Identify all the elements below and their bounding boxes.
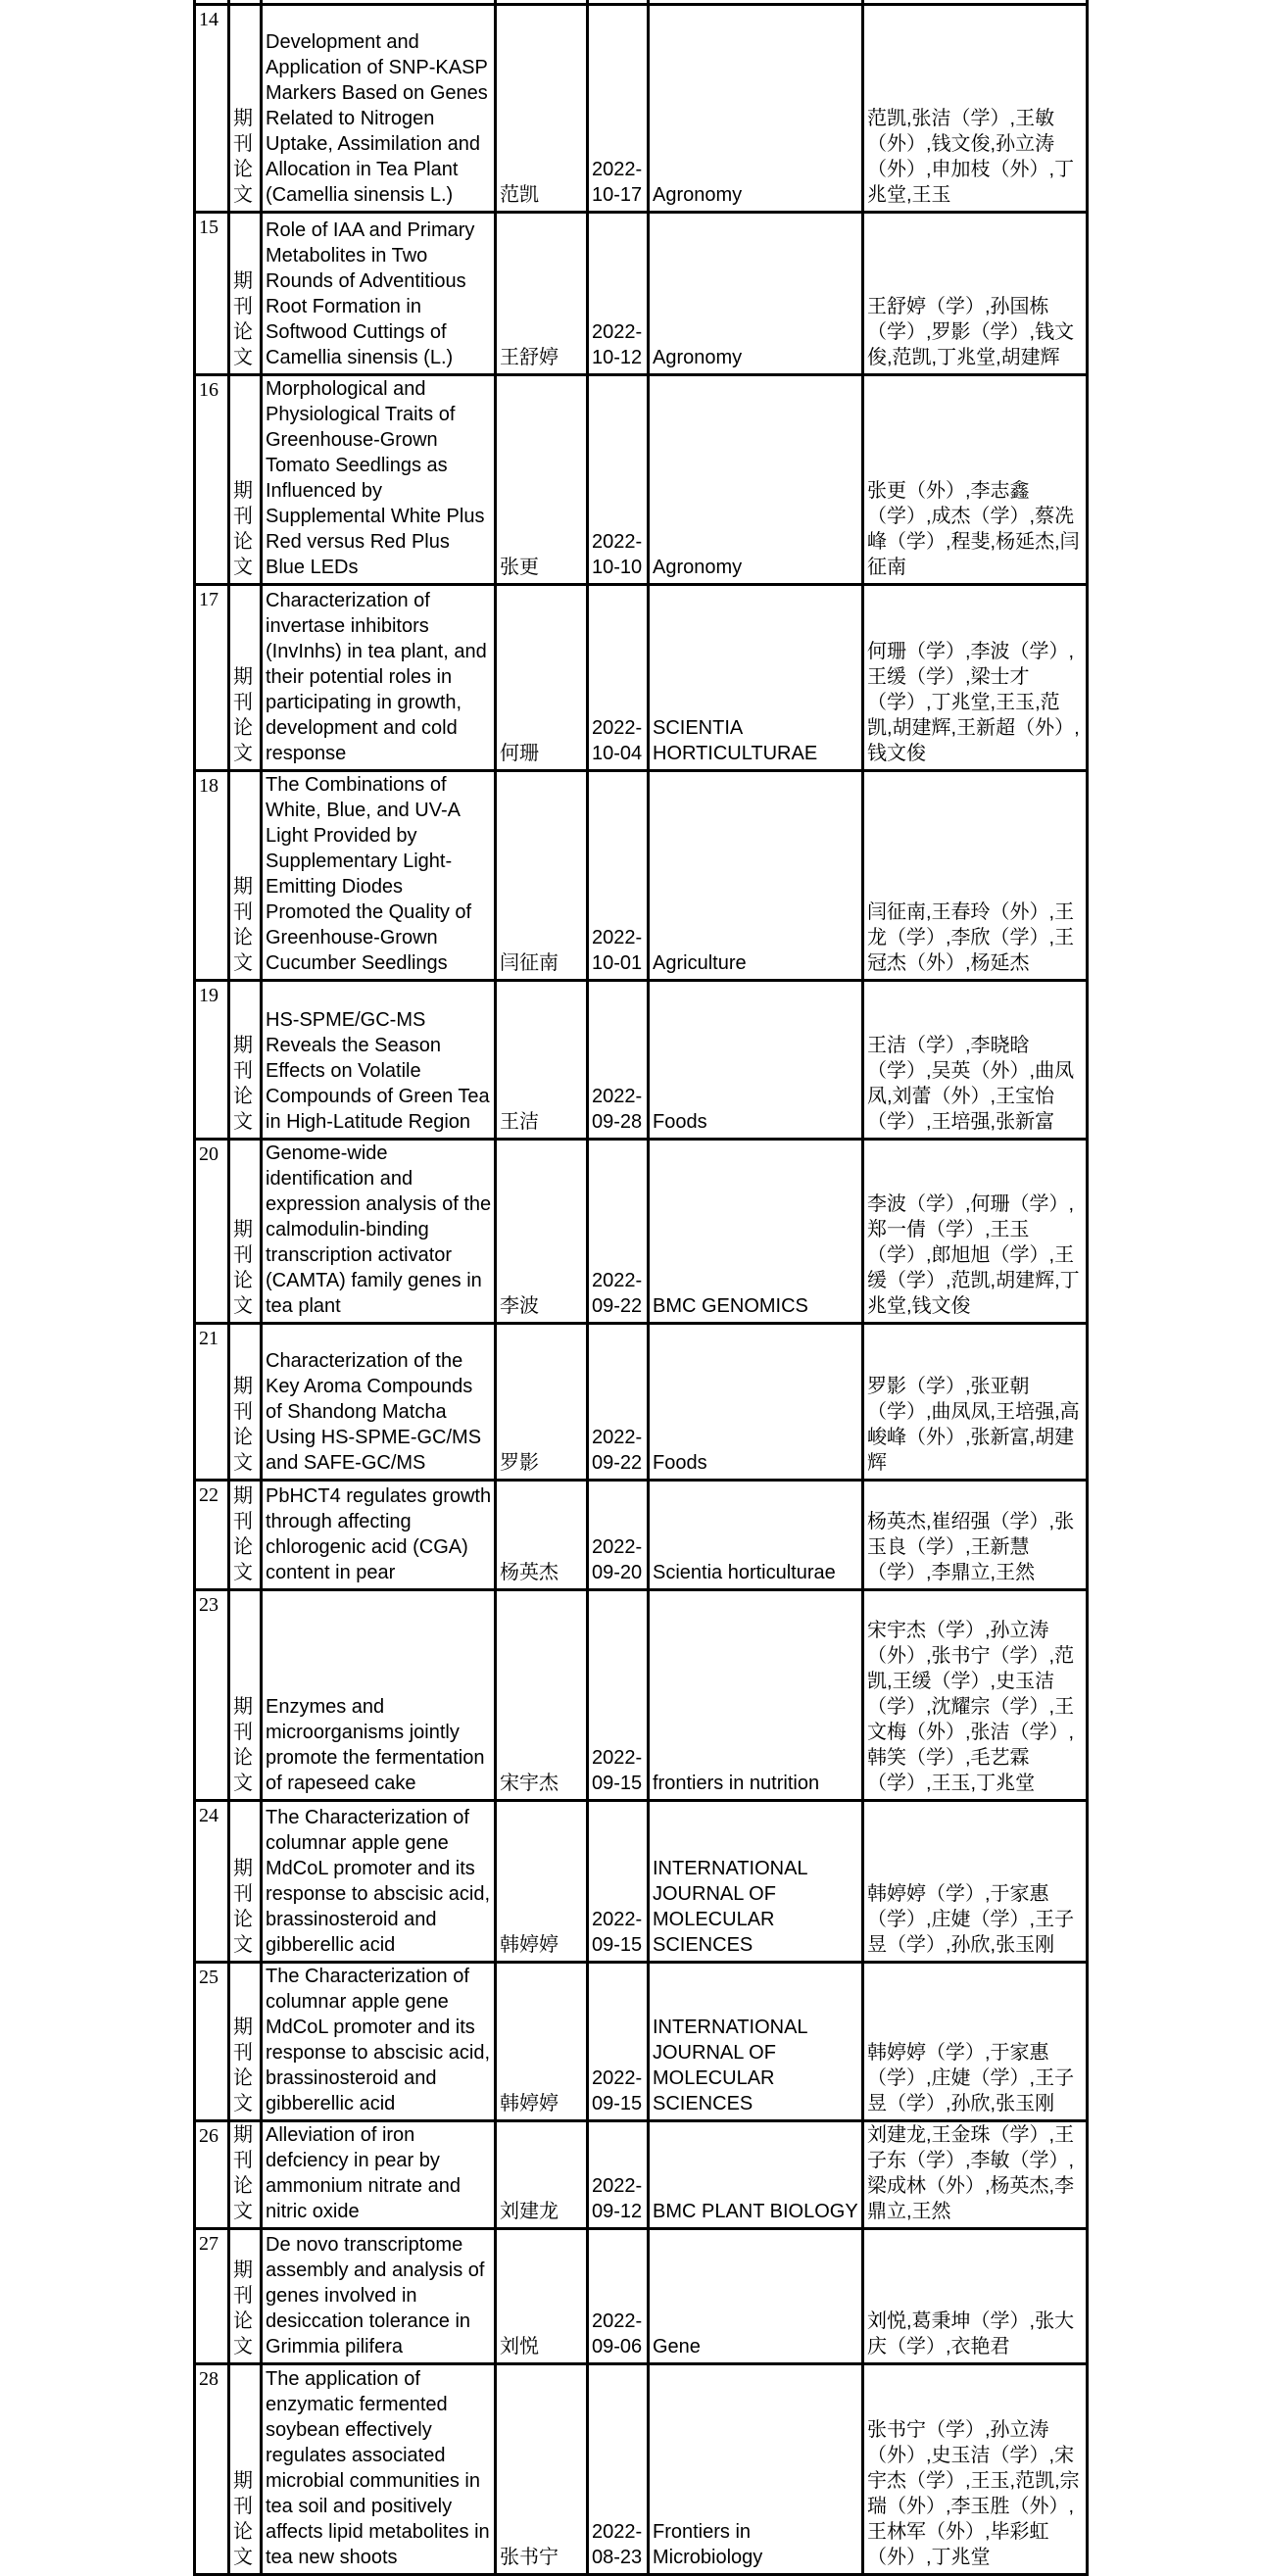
row-number-cell: 16 — [195, 374, 229, 584]
first-author-cell: 何珊 — [496, 584, 588, 770]
title-cell: Role of IAA and Primary Metabolites in Two Rounds of Adventitious Root Formation in Softwood Cuttings of Camellia sinensis (L.) — [262, 212, 496, 374]
first-author-cell: 张书宁 — [496, 2363, 588, 2574]
row-number-cell: 14 — [195, 4, 229, 212]
table-row — [195, 1962, 1088, 2120]
type-cell: 期刊论文 — [229, 1962, 262, 2120]
date-cell: 2022-09-12 — [588, 2120, 649, 2228]
journal-cell: BMC PLANT BIOLOGY — [649, 2120, 863, 2228]
row-number-cell: 24 — [195, 1800, 229, 1962]
row-number-cell: 18 — [195, 770, 229, 980]
row-number-cell: 25 — [195, 1962, 229, 2120]
coauthors-cell: 王舒婷（学）,孙国栋（学）,罗影（学）,钱文俊,范凯,丁兆堂,胡建辉 — [863, 212, 1088, 374]
publications-table — [193, 0, 1089, 2576]
table-row — [195, 4, 1088, 212]
type-cell: 期刊论文 — [229, 1480, 262, 1589]
journal-cell: Agronomy — [649, 4, 863, 212]
first-author-cell: 刘悦 — [496, 2228, 588, 2363]
title-cell: Enzymes and microorganisms jointly promote the fermentation of rapeseed cake — [262, 1589, 496, 1800]
row-number-cell: 17 — [195, 584, 229, 770]
title-cell: Morphological and Physiological Traits of Greenhouse-Grown Tomato Seedlings as Influenced by Supplemental White Plus Red versus Red Plus Blue LEDs — [262, 374, 496, 584]
coauthors-cell: 范凯,张洁（学）,王敏（外）,钱文俊,孙立涛（外）,申加枝（外）,丁兆堂,王玉 — [863, 4, 1088, 212]
row-number-cell: 26 — [195, 2120, 229, 2228]
table-row — [195, 1323, 1088, 1480]
first-author-cell: 王舒婷 — [496, 212, 588, 374]
table-row — [195, 1480, 1088, 1589]
coauthors-cell: 李波（学）,何珊（学）,郑一倩（学）,王玉（学）,郎旭旭（学）,王缓（学）,范凯,胡建辉,丁兆堂,钱文俊 — [863, 1139, 1088, 1323]
first-author-cell: 张更 — [496, 374, 588, 584]
journal-cell: Agronomy — [649, 212, 863, 374]
first-author-cell: 杨英杰 — [496, 1480, 588, 1589]
coauthors-cell: 杨英杰,崔绍强（学）,张玉良（学）,王新慧（学）,李鼎立,王然 — [863, 1480, 1088, 1589]
type-cell: 期刊论文 — [229, 980, 262, 1139]
first-author-cell: 王洁 — [496, 980, 588, 1139]
row-number-cell: 22 — [195, 1480, 229, 1589]
date-cell: 2022-09-06 — [588, 2228, 649, 2363]
type-cell: 期刊论文 — [229, 4, 262, 212]
table-row — [195, 212, 1088, 374]
date-cell: 2022-10-04 — [588, 584, 649, 770]
date-cell: 2022-09-22 — [588, 1323, 649, 1480]
coauthors-cell: 韩婷婷（学）,于家惠（学）,庄婕（学）,王子昱（学）,孙欣,张玉刚 — [863, 1800, 1088, 1962]
journal-cell: Agronomy — [649, 374, 863, 584]
first-author-cell: 闫征南 — [496, 770, 588, 980]
title-cell: Alleviation of iron defciency in pear by ammonium nitrate and nitric oxide — [262, 2120, 496, 2228]
row-number-cell: 21 — [195, 1323, 229, 1480]
table-row — [195, 980, 1088, 1139]
row-number-cell: 23 — [195, 1589, 229, 1800]
first-author-cell: 刘建龙 — [496, 2120, 588, 2228]
date-cell: 2022-10-17 — [588, 4, 649, 212]
title-cell: The Characterization of columnar apple gene MdCoL promoter and its response to abscisic acid, brassinosteroid and gibberellic acid — [262, 1800, 496, 1962]
journal-cell: Agriculture — [649, 770, 863, 980]
journal-cell: Scientia horticulturae — [649, 1480, 863, 1589]
type-cell: 期刊论文 — [229, 1323, 262, 1480]
table-row — [195, 2120, 1088, 2228]
title-cell: PbHCT4 regulates growth through affecting chlorogenic acid (CGA) content in pear — [262, 1480, 496, 1589]
type-cell: 期刊论文 — [229, 770, 262, 980]
table-row — [195, 2228, 1088, 2363]
title-cell: Genome-wide identification and expression analysis of the calmodulin-binding transcription activator (CAMTA) family genes in tea plant — [262, 1139, 496, 1323]
first-author-cell: 罗影 — [496, 1323, 588, 1480]
coauthors-cell: 韩婷婷（学）,于家惠（学）,庄婕（学）,王子昱（学）,孙欣,张玉刚 — [863, 1962, 1088, 2120]
row-number-cell: 15 — [195, 212, 229, 374]
journal-cell: Foods — [649, 1323, 863, 1480]
date-cell: 2022-09-15 — [588, 1962, 649, 2120]
type-cell: 期刊论文 — [229, 2363, 262, 2574]
coauthors-cell: 罗影（学）,张亚朝（学）,曲凤凤,王培强,高峻峰（外）,张新富,胡建辉 — [863, 1323, 1088, 1480]
date-cell: 2022-10-01 — [588, 770, 649, 980]
coauthors-cell: 张书宁（学）,孙立涛（外）,史玉洁（学）,宋宇杰（学）,王玉,范凯,宗瑞（外）,李玉胜（外）,王林军（外）,毕彩虹（外）,丁兆堂 — [863, 2363, 1088, 2574]
title-cell: De novo transcriptome assembly and analysis of genes involved in desiccation tolerance in Grimmia pilifera — [262, 2228, 496, 2363]
journal-cell: Gene — [649, 2228, 863, 2363]
title-cell: The application of enzymatic fermented soybean effectively regulates associated microbial communities in tea soil and positively affects lipid metabolites in tea new shoots — [262, 2363, 496, 2574]
coauthors-cell: 刘悦,葛秉坤（学）,张大庆（学）,衣艳君 — [863, 2228, 1088, 2363]
type-cell: 期刊论文 — [229, 2120, 262, 2228]
first-author-cell: 韩婷婷 — [496, 1800, 588, 1962]
table-row — [195, 584, 1088, 770]
row-number-cell: 28 — [195, 2363, 229, 2574]
date-cell: 2022-09-22 — [588, 1139, 649, 1323]
title-cell: The Characterization of columnar apple gene MdCoL promoter and its response to abscisic acid, brassinosteroid and gibberellic acid — [262, 1962, 496, 2120]
row-number-cell: 27 — [195, 2228, 229, 2363]
journal-cell: Frontiers in Microbiology — [649, 2363, 863, 2574]
type-cell: 期刊论文 — [229, 1139, 262, 1323]
first-author-cell: 宋宇杰 — [496, 1589, 588, 1800]
table-row — [195, 1589, 1088, 1800]
first-author-cell: 范凯 — [496, 4, 588, 212]
date-cell: 2022-10-10 — [588, 374, 649, 584]
coauthors-cell: 张更（外）,李志鑫（学）,成杰（学）,蔡冼峰（学）,程斐,杨延杰,闫征南 — [863, 374, 1088, 584]
coauthors-cell: 何珊（学）,李波（学）,王缓（学）,梁士才（学）,丁兆堂,王玉,范凯,胡建辉,王新超（外）,钱文俊 — [863, 584, 1088, 770]
table-row — [195, 2363, 1088, 2574]
table-row — [195, 1139, 1088, 1323]
type-cell: 期刊论文 — [229, 1800, 262, 1962]
table-row — [195, 770, 1088, 980]
coauthors-cell: 闫征南,王春玲（外）,王龙（学）,李欣（学）,王冠杰（外）,杨延杰 — [863, 770, 1088, 980]
journal-cell: INTERNATIONAL JOURNAL OF MOLECULAR SCIENCES — [649, 1800, 863, 1962]
table-row — [195, 374, 1088, 584]
type-cell: 期刊论文 — [229, 374, 262, 584]
date-cell: 2022-09-28 — [588, 980, 649, 1139]
coauthors-cell: 刘建龙,王金珠（学）,王子东（学）,李敏（学）,梁成林（外）,杨英杰,李鼎立,王然 — [863, 2120, 1088, 2228]
journal-cell: Foods — [649, 980, 863, 1139]
date-cell: 2022-08-23 — [588, 2363, 649, 2574]
journal-cell: BMC GENOMICS — [649, 1139, 863, 1323]
first-author-cell: 李波 — [496, 1139, 588, 1323]
title-cell: The Combinations of White, Blue, and UV-A Light Provided by Supplementary Light-Emitting Diodes Promoted the Quality of Greenhouse-Grown Cucumber Seedlings — [262, 770, 496, 980]
first-author-cell: 韩婷婷 — [496, 1962, 588, 2120]
row-number-cell: 19 — [195, 980, 229, 1139]
type-cell: 期刊论文 — [229, 2228, 262, 2363]
date-cell: 2022-09-15 — [588, 1589, 649, 1800]
journal-cell: INTERNATIONAL JOURNAL OF MOLECULAR SCIENCES — [649, 1962, 863, 2120]
title-cell: Development and Application of SNP-KASP Markers Based on Genes Related to Nitrogen Uptake, Assimilation and Allocation in Tea Plant (Camellia sinensis L.) — [262, 4, 496, 212]
coauthors-cell: 宋宇杰（学）,孙立涛（外）,张书宁（学）,范凯,王缓（学）,史玉洁（学）,沈耀宗（学）,王文梅（外）,张洁（学）,韩笑（学）,毛艺霖（学）,王玉,丁兆堂 — [863, 1589, 1088, 1800]
type-cell: 期刊论文 — [229, 1589, 262, 1800]
type-cell: 期刊论文 — [229, 212, 262, 374]
date-cell: 2022-09-20 — [588, 1480, 649, 1589]
journal-cell: SCIENTIA HORTICULTURAE — [649, 584, 863, 770]
title-cell: Characterization of the Key Aroma Compounds of Shandong Matcha Using HS-SPME-GC/MS and SAFE-GC/MS — [262, 1323, 496, 1480]
date-cell: 2022-10-12 — [588, 212, 649, 374]
date-cell: 2022-09-15 — [588, 1800, 649, 1962]
publications-table-body — [195, 0, 1088, 2574]
table-row — [195, 1800, 1088, 1962]
journal-cell: frontiers in nutrition — [649, 1589, 863, 1800]
title-cell: Characterization of invertase inhibitors (InvInhs) in tea plant, and their potential roles in participating in growth, development and cold response — [262, 584, 496, 770]
row-number-cell: 20 — [195, 1139, 229, 1323]
coauthors-cell: 王洁（学）,李晓晗（学）,吴英（外）,曲凤凤,刘蕾（外）,王宝怡（学）,王培强,张新富 — [863, 980, 1088, 1139]
title-cell: HS-SPME/GC-MS Reveals the Season Effects on Volatile Compounds of Green Tea in High-Latitude Region — [262, 980, 496, 1139]
type-cell: 期刊论文 — [229, 584, 262, 770]
